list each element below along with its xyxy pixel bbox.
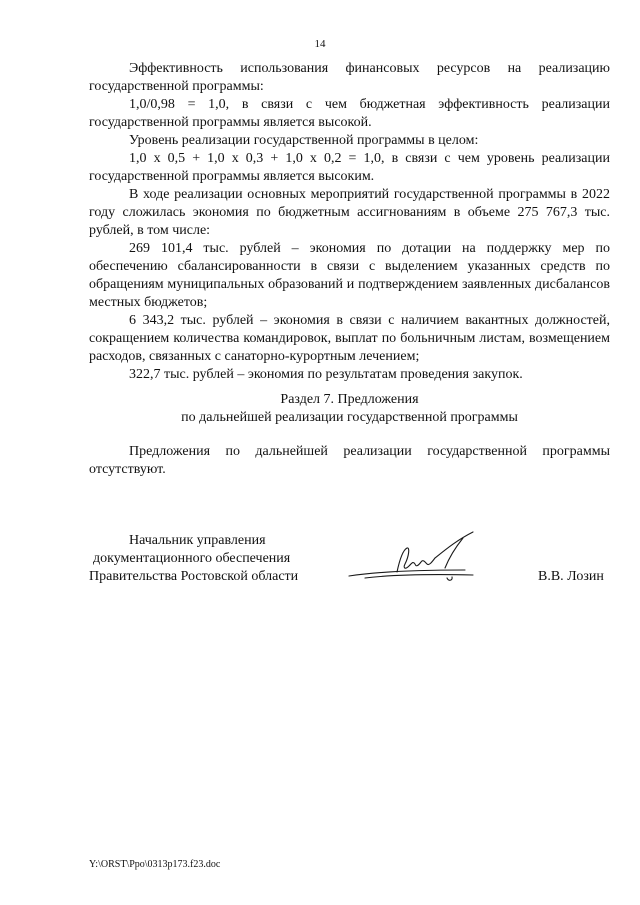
page-number: 14 — [314, 38, 326, 50]
paragraph-savings-vacancies: 6 343,2 тыс. рублей – экономия в связи с наличием вакантных должностей, сокращением количества командировок, выплат по больничным листам, возмещением расходов, связанных с санаторно-курортным лечением; — [89, 313, 610, 364]
signatory-name: В.В. Лозин — [538, 569, 604, 584]
paragraph-implementation-level-heading: Уровень реализации государственной программы в целом: — [129, 133, 479, 148]
section-heading — [89, 391, 610, 427]
paragraph-implementation-level: 1,0 х 0,5 + 1,0 х 0,3 + 1,0 х 0,2 = 1,0, в связи с чем уровень реализации государственной программы является высоким. — [89, 151, 610, 184]
signatory-title — [89, 532, 329, 586]
section-body — [89, 443, 610, 479]
signatory-title-line2: документационного обеспечения — [93, 551, 291, 566]
paragraph-savings-subsidy: 269 101,4 тыс. рублей – экономия по дотации на поддержку мер по обеспечению сбалансированности в связи с выделением указанных средств по обращениям муниципальных образований и подтверждением заявленных дисбалансов местных бюджетов; — [89, 241, 610, 310]
paragraph-financial-efficiency: Эффективность использования финансовых ресурсов на реализацию государственной программы: — [89, 61, 610, 94]
report-body — [89, 60, 610, 384]
paragraph-savings-procurement: 322,7 тыс. рублей – экономия по результатам проведения закупок. — [129, 367, 523, 382]
paragraph-proposals: Предложения по дальнейшей реализации государственной программы отсутствуют. — [89, 444, 610, 477]
signatory-title-line3: Правительства Ростовской области — [89, 569, 299, 584]
section-heading-line2: по дальнейшей реализации государственной программы — [181, 410, 518, 425]
paragraph-budget-efficiency: 1,0/0,98 = 1,0, в связи с чем бюджетная эффективность реализации государственной программы является высокой. — [89, 97, 610, 130]
handwritten-signature — [345, 528, 495, 588]
footer-file-path: Y:\ORST\Ppo\0313p173.f23.doc — [89, 859, 221, 870]
signatory-title-line1: Начальник управления — [129, 533, 266, 548]
section-heading-line1: Раздел 7. Предложения — [280, 392, 419, 407]
paragraph-savings-total: В ходе реализации основных мероприятий государственной программы в 2022 году сложилась экономия по бюджетным ассигнованиям в объеме 275 767,3 тыс. рублей, в том числе: — [89, 187, 610, 238]
